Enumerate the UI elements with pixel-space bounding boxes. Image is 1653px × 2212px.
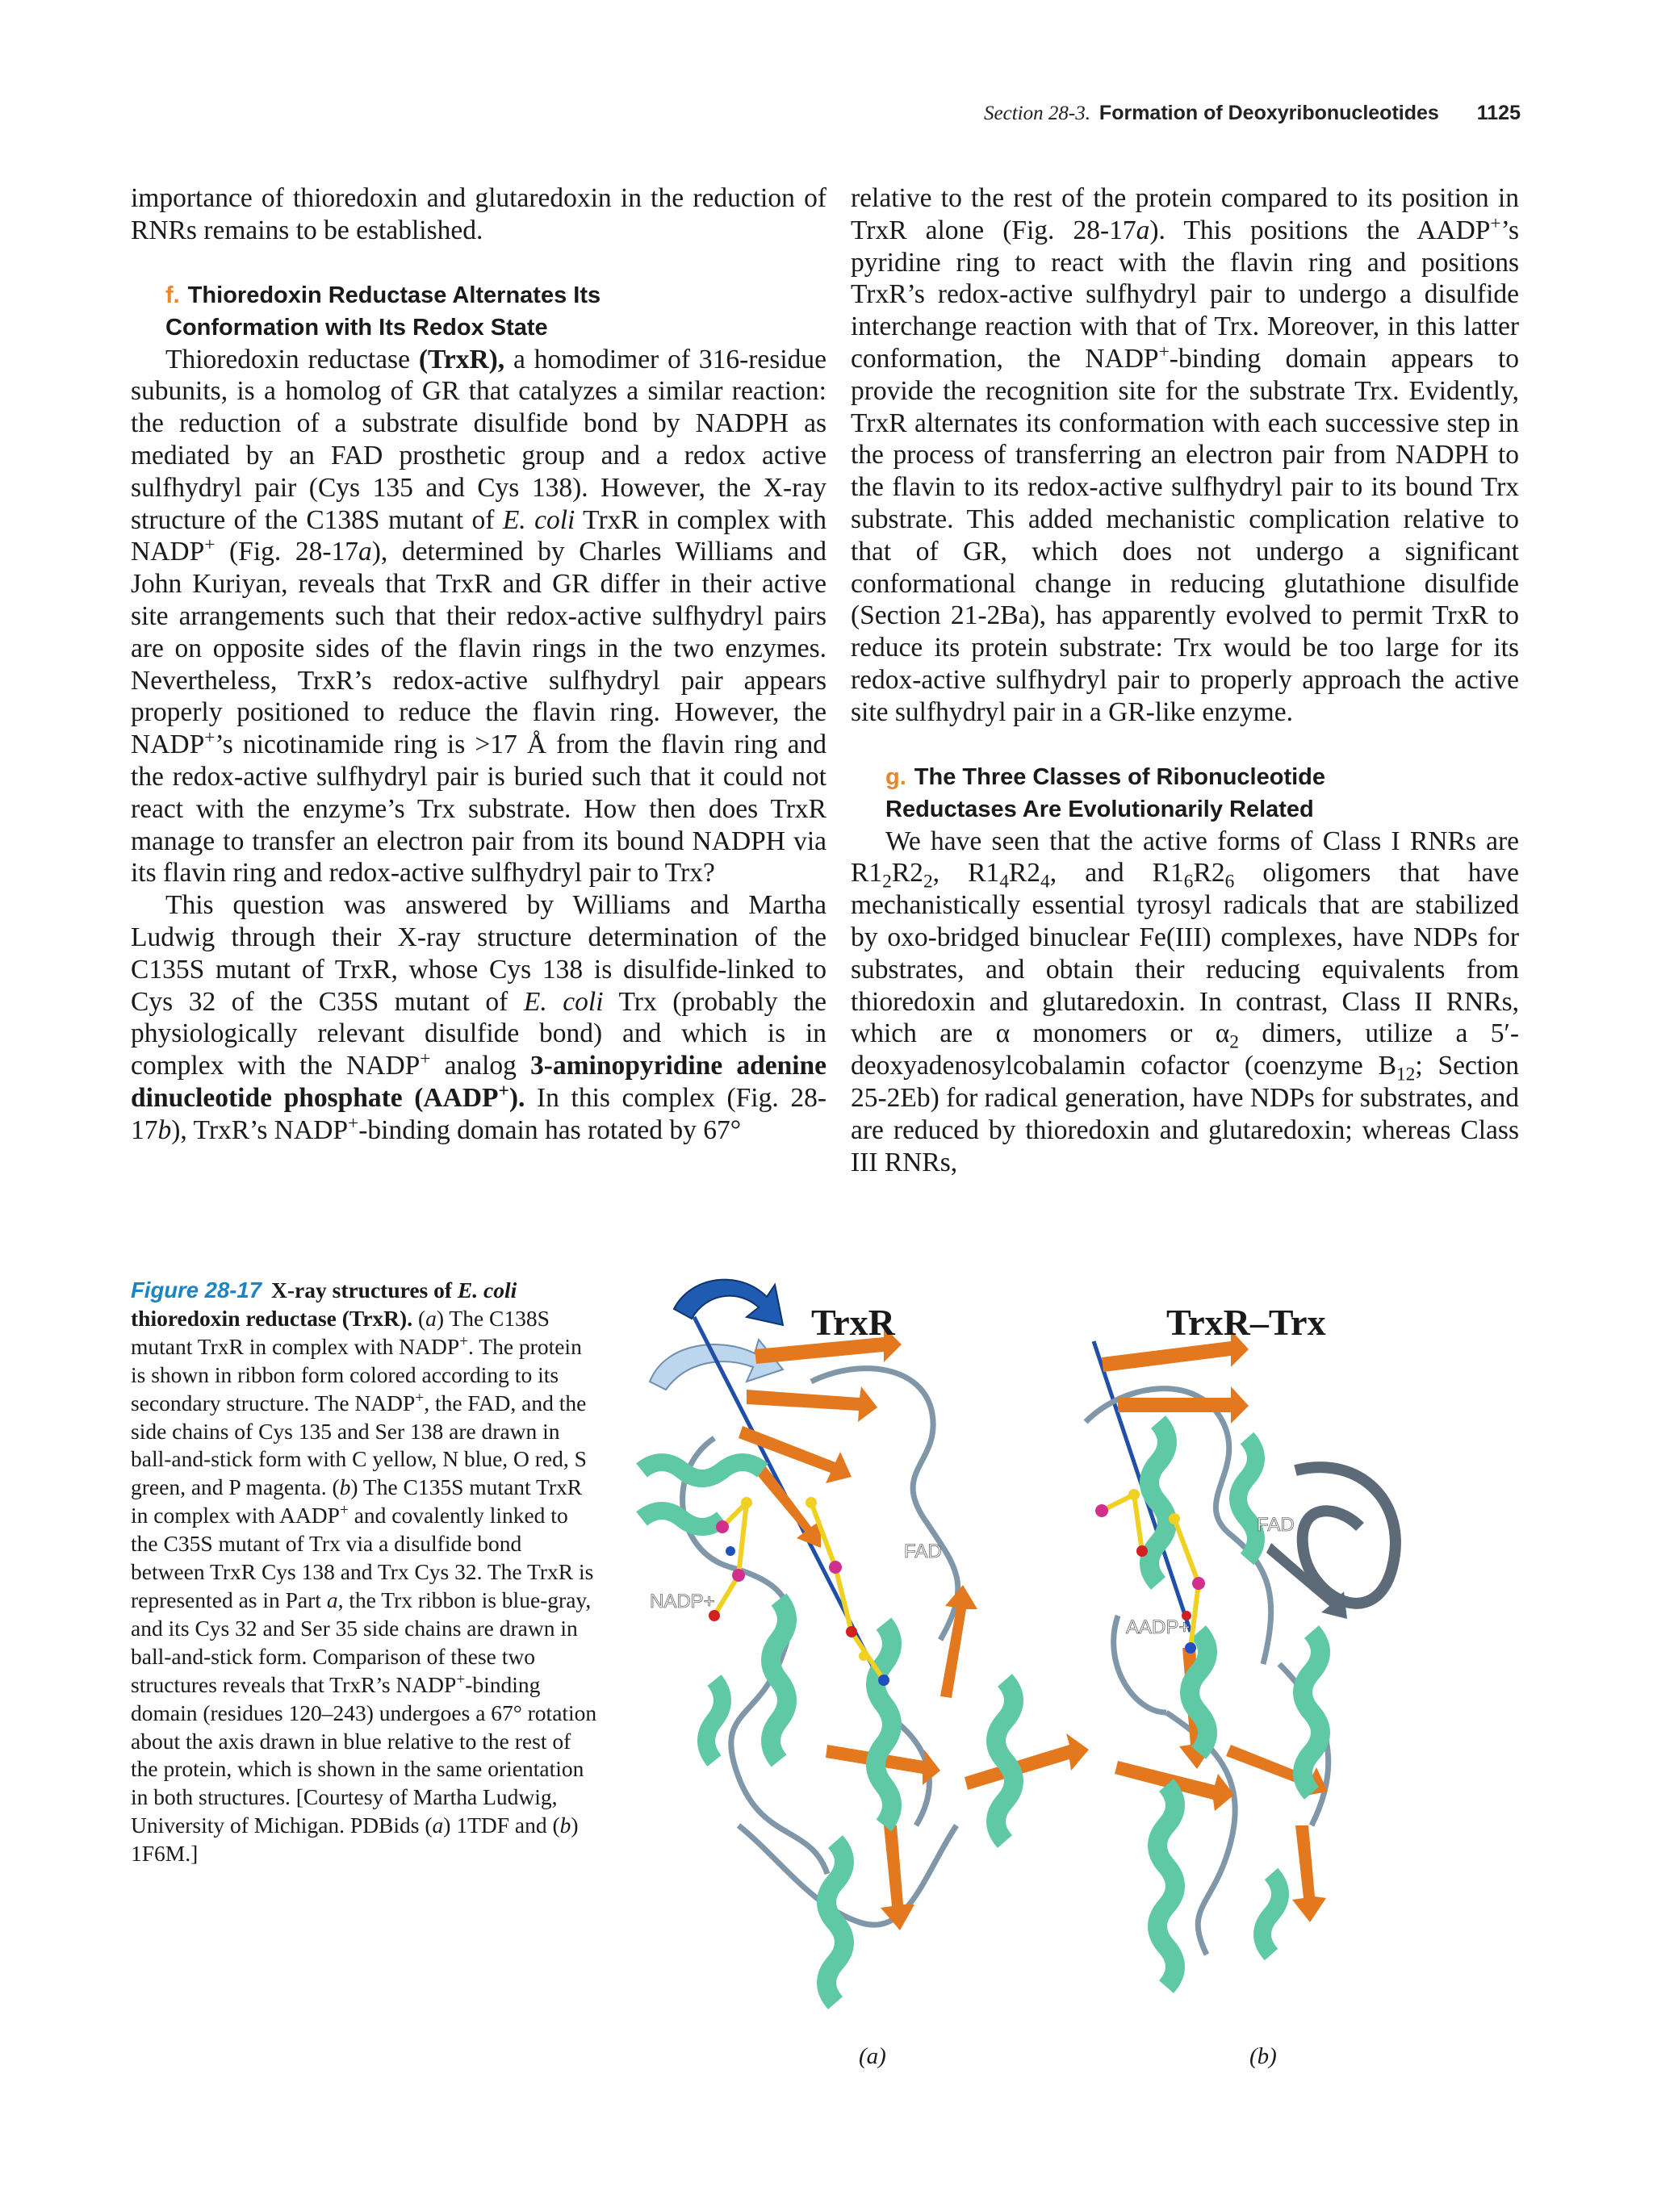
label-aadp-b: AADP+ [1126,1616,1191,1638]
left-column [131,182,826,1147]
panel-b-title: TrxR–Trx [1166,1302,1326,1343]
protein-structure-figure [617,1261,1521,2035]
figure-title: X-ray structures of E. coli thioredoxin reductase (TrxR). [131,1277,517,1331]
label-nadp-a: NADP+ [650,1591,715,1612]
running-head [984,102,1521,125]
heading-text: Conformation with Its Redox State [165,314,548,341]
panel-label-a: (a) [859,2043,886,2069]
header-chapter-title: Formation of Deoxyribonucleotides [1099,102,1439,124]
panel-a-title: TrxR [811,1302,895,1343]
figure-caption: Figure 28-17 X-ray structures of E. coli thioredoxin reductase (TrxR). (a) The C138S mutant TrxR in complex with NADP+. The protein is shown in ribbon form colored according to its secondary structure. The NADP+, the FAD, and the side chains of Cys 135 and Ser 138 are drawn in ball-and-stick form with C yellow, N blue, O red, S green, and P magenta. (b) The C135S mutant TrxR in complex with AADP+ and covalently linked to the C35S mutant of Trx via a disulfide bond between TrxR Cys 138 and Trx Cys 32. The TrxR is represented as in Part a, the Trx ribbon is blue-gray, and its Cys 32 and Ser 35 side chains are drawn in ball-and-stick form. Comparison of these two structures reveals that TrxR’s NADP+-binding domain (residues 120–243) undergoes a 67° rotation about the axis drawn in blue relative to the rest of the protein, which is shown in the same orientation in both structures. [Courtesy of Martha Ludwig, University of Michigan. PDBids (a) 1TDF and (b) 1F6M.] [131,1277,597,1867]
paragraph: We have seen that the active forms of Class I RNRs are $R1_2R2_2$, $R1_4R2_4$, and $R1_6R2_6$ oligomers that have mechanistically essential tyrosyl radicals that are stabilized by oxo-bridged binuclear Fe(III) complexes, have NDPs for substrates, and obtain their reducing equivalents from thioredoxin and glutaredoxin. In contrast, Class II RNRs, which are α monomers or $\alpha_2$ dimers, utilize a 5′-deoxyadenosylcobalamin cofactor (coenzyme $B_{12}$; Section 25-2Eb) for radical generation, have NDPs for substrates, and are reduced by thioredoxin and glutaredoxin; whereas Class III RNRs, [851,826,1520,1177]
paragraph-continued: relative to the rest of the protein compared to its position in TrxR alone (Fig. 28-17a). This positions the AADP+’s pyridine ring to react with the flavin ring and positions TrxR’s redox-active sulfhydryl pair to undergo a disulfide interchange reaction with that of Trx. Moreover, in this latter conformation, the NADP+-binding domain appears to provide the recognition site for the substrate Trx. Evidently, TrxR alternates its conformation with each successive step in the process of transferring an electron pair from NADPH to the flavin to its redox-active sulfhydryl pair to its bound Trx substrate. This added mechanistic complication relative to that of GR, which does not undergo a significant conformational change in reducing glutathione disulfide (Section 21-2Ba), has apparently evolved to permit TrxR to reduce its protein substrate: Trx would be too large for its redox-active sulfhydryl pair to properly approach the active site sulfhydryl pair in a GR-like enzyme. [851,183,1519,727]
heading-text: The Three Classes of Ribonucleotide [914,763,1325,790]
heading-text: Thioredoxin Reductase Alternates Its [187,282,601,308]
right-column [851,182,1519,1178]
header-section: Section 28-3. [984,102,1090,124]
section-heading-g [885,761,1519,826]
paragraph: Thioredoxin reductase (TrxR), a homodimer of 316-residue subunits, is a homolog of GR that catalyzes a similar reaction: the reduction of a substrate disulfide bond by NADPH as mediated by an FAD prosthetic group and a redox active sulfhydryl pair (Cys 135 and Cys 138). However, the X-ray structure of the C138S mutant of E. coli TrxR in complex with NADP+ (Fig. 28-17a), determined by Charles Williams and John Kuriyan, reveals that TrxR and GR differ in their active site arrangements such that their redox-active sulfhydryl pairs are on opposite sides of the flavin rings in the two enzymes. Nevertheless, TrxR’s redox-active sulfhydryl pair appears properly positioned to reduce the flavin ring. However, the NADP+’s nicotinamide ring is >17 Å from the flavin ring and the redox-active sulfhydryl pair is buried such that it could not react with the enzyme’s Trx substrate. How then does TrxR manage to transfer an electron pair from its bound NADPH via its flavin ring and redox-active sulfhydryl pair to Trx? [131,344,826,889]
paragraph-continued: importance of thioredoxin and glutaredoxin in the reduction of RNRs remains to be established. [131,183,826,245]
section-heading-f [165,279,826,344]
label-fad-a: FAD [904,1541,942,1562]
heading-text: Reductases Are Evolutionarily Related [885,796,1314,822]
label-fad-b: FAD [1257,1514,1295,1536]
figure-label: Figure 28-17 [131,1277,262,1303]
page-number: 1125 [1476,102,1521,124]
panel-label-b: (b) [1249,2043,1277,2069]
paragraph: This question was answered by Williams and Martha Ludwig through their X-ray structure determination of the C135S mutant of TrxR, whose Cys 138 is disulfide-linked to Cys 32 of the C35S mutant of E. coli Trx (probably the physiologically relevant disulfide bond) and which is in complex with the NADP+ analog 3-aminopyridine adenine dinucleotide phosphate (AADP+). In this complex (Fig. 28-17b), TrxR’s NADP+-binding domain has rotated by 67° [131,890,827,1145]
heading-letter: f. [165,282,180,308]
heading-letter: g. [885,763,906,790]
